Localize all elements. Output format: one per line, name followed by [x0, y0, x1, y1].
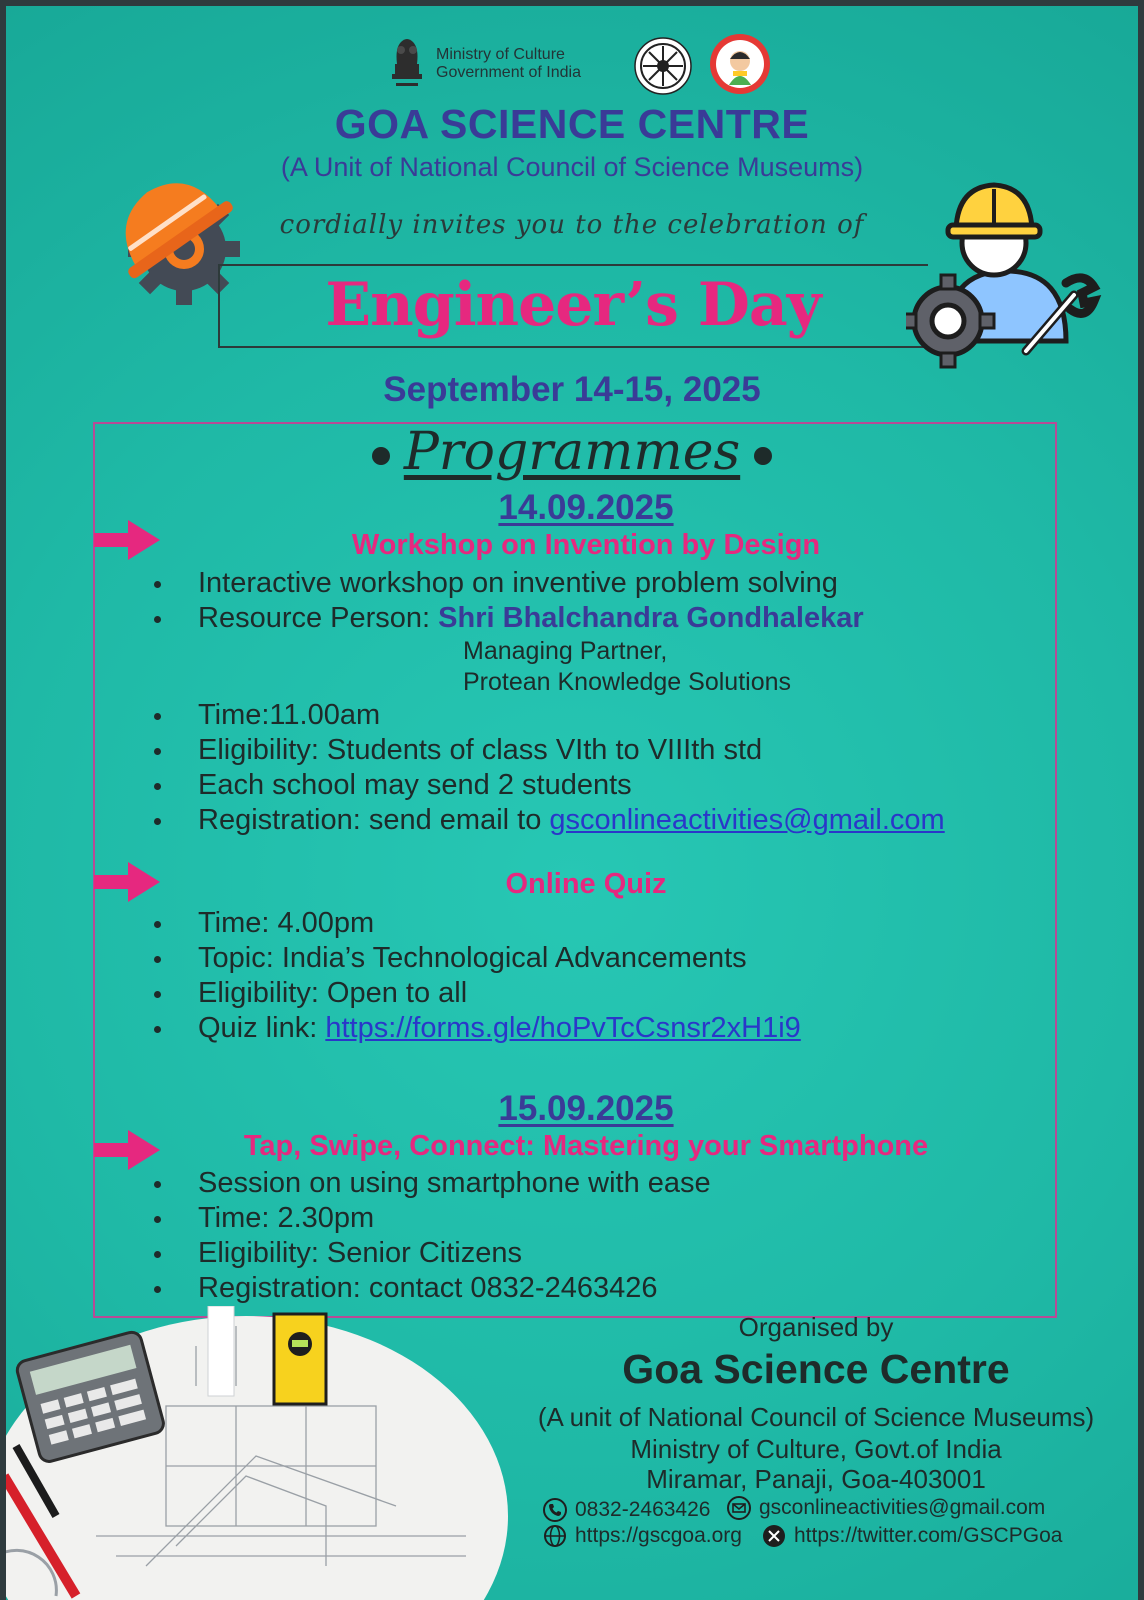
quiz-link[interactable]: https://forms.gle/hoPvTcCsnsr2xH1i9	[325, 1012, 801, 1044]
org-title: GOA SCIENCE CENTRE	[334, 101, 810, 147]
contact-email[interactable]	[727, 1496, 1045, 1520]
phone-icon	[543, 1498, 567, 1522]
engineering-desk-image	[6, 1306, 516, 1600]
list-item	[154, 601, 945, 636]
org-subtitle: (A Unit of National Council of Science Museums)	[280, 152, 864, 182]
ncsm-logo-icon	[634, 37, 692, 95]
engineer-icon	[906, 171, 1106, 371]
list-item: Time: 2.30pm	[154, 1201, 711, 1236]
workshop-title: Workshop on Invention by Design	[351, 529, 821, 561]
list-item: Eligibility: Students of class VIth to VIIIth std	[154, 733, 945, 768]
programmes-heading-text: Programmes	[403, 422, 741, 482]
organiser-address: Miramar, Panaji, Goa-403001	[646, 1464, 986, 1494]
national-emblem-icon	[387, 34, 427, 92]
list-item: Eligibility: Senior Citizens	[154, 1236, 711, 1271]
resource-person-org: Protean Knowledge Solutions	[463, 668, 792, 696]
ministry-line-2: Government of India	[436, 64, 581, 81]
bullet-dot-icon	[754, 447, 772, 465]
organiser-name: Goa Science Centre	[622, 1346, 1010, 1392]
contact-phone	[543, 1498, 710, 1522]
contact-twitter[interactable]	[762, 1524, 1062, 1548]
list-item: Interactive workshop on inventive problem solving	[154, 566, 945, 601]
invite-text: cordially invites you to the celebration of	[279, 210, 865, 240]
organiser-ministry: Ministry of Culture, Govt.of India	[630, 1434, 1002, 1464]
list-item: Time: 4.00pm	[154, 906, 801, 941]
ministry-block	[436, 46, 626, 82]
list-item	[154, 803, 945, 838]
mail-icon	[727, 1496, 751, 1520]
contact-website-text: https://gscgoa.org	[575, 1524, 742, 1547]
beti-bachao-logo-icon	[709, 33, 771, 95]
session-title: Tap, Swipe, Connect: Mastering your Smartphone	[243, 1130, 929, 1162]
session-details	[154, 1166, 711, 1306]
list-item: Time:11.00am	[154, 698, 945, 733]
resource-person-role: Managing Partner,	[463, 637, 668, 665]
contact-twitter-text: https://twitter.com/GSCPGoa	[794, 1524, 1063, 1547]
contact-email-text: gsconlineactivities@gmail.com	[759, 1496, 1046, 1519]
list-item: Topic: India’s Technological Advancements	[154, 941, 801, 976]
quiz-title: Online Quiz	[505, 868, 667, 900]
contact-phone-text: 0832-2463426	[575, 1498, 711, 1521]
day1-date: 14.09.2025	[498, 488, 674, 527]
poster	[6, 6, 1138, 1600]
programmes-heading	[6, 422, 1138, 482]
resource-person-label: Resource Person:	[198, 602, 439, 634]
bullet-dot-icon	[372, 447, 390, 465]
quiz-details	[154, 906, 801, 1046]
resource-person-name: Shri Bhalchandra Gondhalekar	[438, 602, 864, 634]
list-item: Eligibility: Open to all	[154, 976, 801, 1011]
organised-by-label: Organised by	[738, 1312, 894, 1342]
day2-date: 15.09.2025	[498, 1089, 674, 1128]
contact-website[interactable]	[543, 1524, 742, 1548]
organiser-unit: (A unit of National Council of Science Museums)	[537, 1402, 1095, 1432]
event-date-range: September 14-15, 2025	[383, 370, 761, 409]
list-item: Each school may send 2 students	[154, 768, 945, 803]
event-name: Engineer’s Day	[325, 270, 821, 340]
x-icon	[762, 1524, 786, 1548]
registration-email-link[interactable]: gsconlineactivities@gmail.com	[549, 804, 945, 836]
list-item: Session on using smartphone with ease	[154, 1166, 711, 1201]
registration-label: Registration: send email to	[198, 804, 550, 836]
list-item: Registration: contact 0832-2463426	[154, 1271, 711, 1306]
globe-icon	[543, 1524, 567, 1548]
ministry-line-1: Ministry of Culture	[436, 46, 565, 63]
workshop-details	[154, 566, 945, 838]
list-item	[154, 1011, 801, 1046]
quiz-link-label: Quiz link:	[198, 1012, 326, 1044]
